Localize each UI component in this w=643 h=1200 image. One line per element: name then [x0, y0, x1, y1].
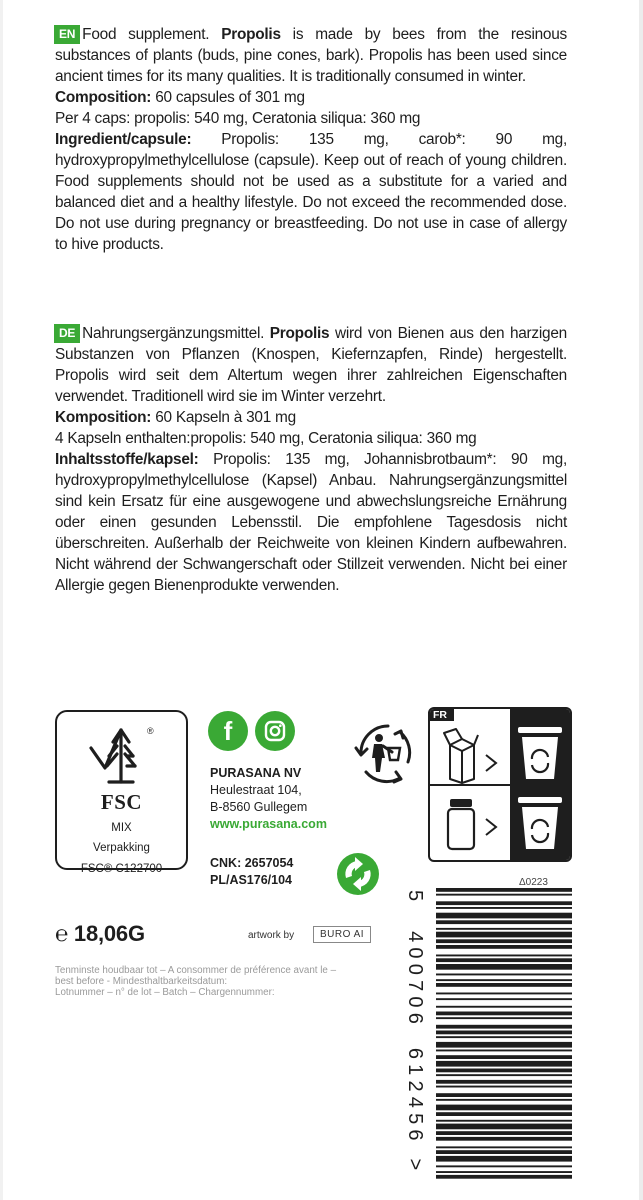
- pl-code: PL/AS176/104: [210, 873, 292, 887]
- english-composition-label: Composition:: [55, 89, 152, 106]
- barcode-bar: [436, 1175, 572, 1179]
- barcode-bar: [436, 1086, 572, 1088]
- cnk-code: CNK: 2657054: [210, 856, 294, 870]
- german-brand: Propolis: [269, 325, 330, 342]
- barcode-bar: [436, 1006, 572, 1008]
- english-text-block: [55, 24, 567, 255]
- date-lot-small-print: [55, 965, 405, 998]
- barcode-bar: [436, 993, 572, 995]
- barcode-bar: [436, 939, 572, 943]
- german-ingredients-value: Propolis: 135 mg, Johannisbrotbaum*: 90 mg, hydroxypropylmethylcellulose (Kapsel) Anbau. Nahrungsergänzungsmittel sind kein Ersatz für eine ausgewogene und abwechslungsreiche Ernährung oder einen gesunden Lebensstil. Die empfohlene Tagesdosis nicht überschreiten. Außerhalb der Reichweite von kleinen Kindern aufbewahren. Nicht während der Schwangerschaft oder Stillzeit verwenden. Nicht bei einer Allergie gegen Bienenprodukte verwenden.: [55, 451, 567, 594]
- instagram-glyph-icon: [263, 719, 287, 743]
- barcode-digits: [402, 890, 432, 1190]
- barcode-bar: [436, 894, 572, 896]
- sorting-info-box: [428, 707, 572, 862]
- barcode-bar: [436, 998, 572, 1000]
- barcode-bar: [436, 1165, 572, 1167]
- fr-label: FR: [433, 709, 447, 721]
- barcode-bar: [436, 1055, 572, 1059]
- barcode-bar: [436, 958, 572, 962]
- fsc-packaging: Verpakking: [93, 842, 150, 854]
- english-intro-start: Food supplement.: [82, 26, 222, 43]
- barcode-bar: [436, 1036, 572, 1038]
- german-per-caps: 4 Kapseln enthalten:propolis: 540 mg, Ceratonia siliqua: 360 mg: [55, 430, 477, 447]
- barcode-bar: [436, 928, 572, 930]
- german-ingredients-label: Inhaltsstoffe/kapsel:: [55, 451, 199, 468]
- german-text-block: [55, 323, 567, 596]
- barcode-bar: [436, 907, 572, 909]
- german-tag: DE: [55, 325, 79, 342]
- svg-text:®: ®: [147, 726, 154, 736]
- barcode-bar: [436, 1025, 572, 1029]
- barcode-bar: [436, 1146, 572, 1148]
- german-composition: [55, 407, 567, 428]
- english-ingredients: [55, 129, 567, 255]
- barcode-bar: [436, 1156, 572, 1162]
- english-ingredients-label: Ingredient/capsule:: [55, 131, 192, 148]
- english-composition: [55, 87, 567, 108]
- german-composition-label: Komposition:: [55, 409, 152, 426]
- left-edge: [0, 0, 3, 1200]
- barcode-digit-group-2: 400706: [404, 931, 426, 1030]
- english-brand: Propolis: [221, 26, 281, 43]
- fsc-certification-box: [55, 710, 188, 870]
- green-dot-icon: [336, 852, 380, 896]
- artwork-credit: artwork by: [248, 930, 295, 941]
- barcode-bar: [436, 920, 572, 924]
- best-before-line: Tenminste houdbaar tot – A consommer de préférence avant le –: [55, 965, 337, 976]
- barcode-bar: [436, 888, 572, 892]
- barcode-bar: [436, 1042, 572, 1048]
- german-intro: [55, 323, 567, 407]
- barcode-bar: [436, 1137, 572, 1141]
- triman-recycling-icon: [352, 722, 424, 784]
- english-composition-value: 60 capsules of 301 mg: [151, 89, 305, 106]
- barcode-bar: [436, 955, 572, 957]
- barcode-bar: [436, 945, 572, 949]
- english-intro-rest: is made by bees from the resinous substances of plants (buds, pine cones, bark). Propolis has been used since ancient times for its many qualities. It is traditionally consumed in winter.: [55, 26, 567, 85]
- best-before-line-2: best before - Mindesthaltbarkeitsdatum:: [55, 976, 228, 987]
- company-street: Heulestraat 104,: [210, 783, 302, 797]
- barcode-bar: [436, 1050, 572, 1052]
- english-intro: [55, 24, 567, 87]
- barcode-bar: [436, 1031, 572, 1035]
- company-city: B-8560 Gullegem: [210, 800, 308, 814]
- barcode-bar: [436, 1124, 572, 1130]
- net-weight: ℮ 18,06G: [55, 921, 145, 946]
- barcode-end-marker: >: [404, 1158, 426, 1176]
- company-url[interactable]: www.purasana.com: [210, 817, 327, 831]
- registration-codes: [210, 855, 293, 889]
- lot-number-line: Lotnummer – n° de lot – Batch – Chargennummer:: [55, 987, 275, 998]
- barcode-bar: [436, 1150, 572, 1154]
- artwork-studio-logo: BURO AI: [313, 926, 371, 943]
- barcode-bar: [436, 913, 572, 919]
- barcode-bar: [436, 1120, 572, 1122]
- german-intro-rest: wird von Bienen aus den harzigen Substanzen von Pflanzen (Knospen, Kiefernzapfen, Rinde) hergestellt. Propolis wird seit dem Altertum wegen ihrer zahlreichen Eigenschaften verwendet. Traditionell wird sie im Winter verzehrt.: [55, 325, 567, 405]
- barcode-bar: [436, 932, 572, 938]
- fsc-title: FSC: [100, 790, 143, 814]
- barcode-bar: [436, 979, 572, 981]
- company-name: PURASANA NV: [210, 766, 302, 780]
- fsc-license-code: FSC® C122700: [80, 863, 163, 875]
- barcode-bar: [436, 1099, 572, 1101]
- fsc-mix: MIX: [111, 822, 132, 834]
- barcode-bar: [436, 1131, 572, 1135]
- facebook-icon[interactable]: f: [208, 711, 248, 751]
- barcode-bar: [436, 1069, 572, 1073]
- barcode-bar: [436, 1093, 572, 1097]
- barcode-bar: [436, 964, 572, 970]
- barcode-bar: [436, 1105, 572, 1111]
- barcode-bar: [436, 1171, 572, 1173]
- barcode-bar: [436, 983, 572, 987]
- german-ingredients: [55, 449, 567, 596]
- barcode-bar: [436, 974, 572, 976]
- fsc-tree-icon: [87, 724, 159, 788]
- barcode-bar: [436, 1061, 572, 1067]
- company-address: [210, 765, 327, 833]
- packaging-code: Δ0223: [519, 877, 548, 888]
- barcode-bar: [436, 1017, 572, 1019]
- instagram-icon[interactable]: [255, 711, 295, 751]
- barcode-bar: [436, 1080, 572, 1084]
- barcode-bar: [436, 1112, 572, 1116]
- german-intro-start: Nahrungsergänzungsmittel.: [82, 325, 270, 342]
- barcode-digit-1: 5: [404, 890, 426, 907]
- barcode-bars: [436, 888, 572, 1179]
- english-ingredients-value: Propolis: 135 mg, carob*: 90 mg, hydroxypropylmethylcellulose (capsule). Keep out of reach of young children. Food supplements should not be used as a substitute for a varied and balanced diet and a healthy lifestyle. Do not exceed the recommended dose. Do not use during pregnancy or breastfeeding. Do not use in case of allergy to hive products.: [55, 131, 567, 253]
- barcode-bar: [436, 1012, 572, 1016]
- english-per-caps: Per 4 caps: propolis: 540 mg, Ceratonia siliqua: 360 mg: [55, 110, 421, 127]
- barcode-number: [403, 890, 426, 1175]
- right-edge: [639, 0, 643, 1200]
- barcode-bar: [436, 901, 572, 905]
- sorting-grid: [428, 707, 572, 862]
- german-composition-value: 60 Kapseln à 301 mg: [151, 409, 296, 426]
- barcode-bar: [436, 1074, 572, 1076]
- barcode-digit-group-3: 612456: [404, 1047, 426, 1146]
- english-tag: EN: [55, 26, 79, 43]
